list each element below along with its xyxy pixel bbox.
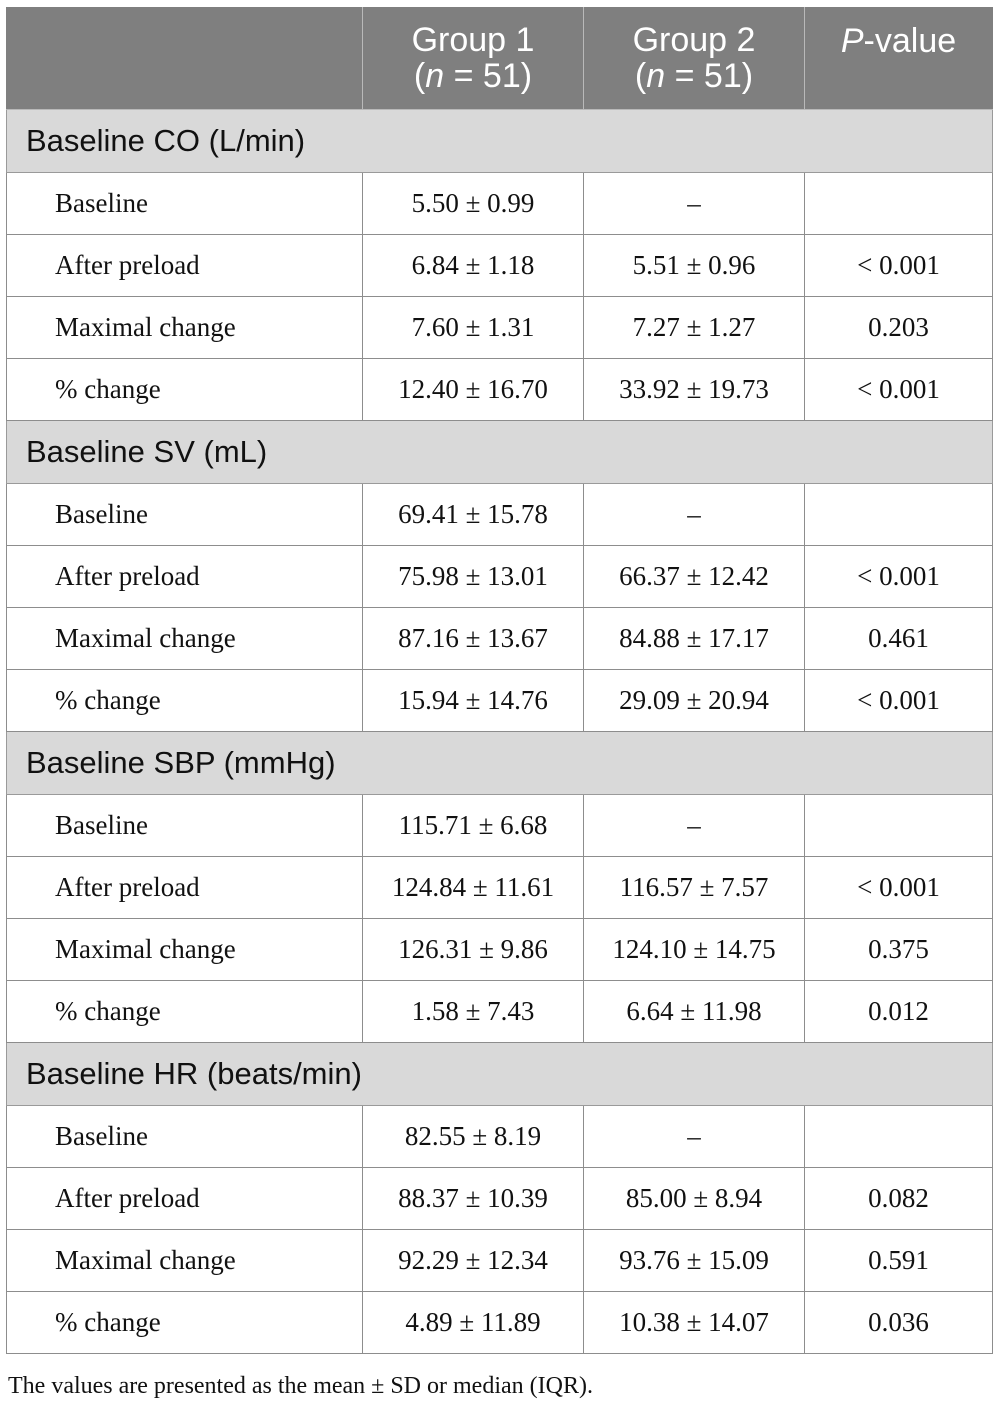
section-title: Baseline HR (beats/min) bbox=[7, 1043, 993, 1106]
section-title: Baseline CO (L/min) bbox=[7, 110, 993, 173]
p-value bbox=[805, 795, 993, 857]
group-1-value: 126.31 ± 9.86 bbox=[363, 919, 584, 981]
row-label: Baseline bbox=[7, 795, 363, 857]
table-row bbox=[7, 546, 993, 608]
p-value: 0.203 bbox=[805, 297, 993, 359]
header-group-2-n-value: = 51) bbox=[665, 57, 754, 95]
group-1-value: 6.84 ± 1.18 bbox=[363, 235, 584, 297]
header-group-1-title: Group 1 bbox=[411, 21, 535, 59]
p-value: < 0.001 bbox=[805, 546, 993, 608]
header-group-2-n bbox=[584, 58, 804, 94]
table-row bbox=[7, 981, 993, 1043]
header-p-value bbox=[805, 7, 993, 110]
header-empty-cell bbox=[7, 7, 363, 110]
header-group-1-n-value: = 51) bbox=[444, 57, 533, 95]
group-1-value: 115.71 ± 6.68 bbox=[363, 795, 584, 857]
group-2-value: 33.92 ± 19.73 bbox=[584, 359, 805, 421]
row-label: Maximal change bbox=[7, 919, 363, 981]
table-row bbox=[7, 670, 993, 732]
table-row bbox=[7, 1292, 993, 1354]
table-row bbox=[7, 919, 993, 981]
group-2-value: 5.51 ± 0.96 bbox=[584, 235, 805, 297]
group-2-value: 124.10 ± 14.75 bbox=[584, 919, 805, 981]
row-label: % change bbox=[7, 670, 363, 732]
group-1-value: 87.16 ± 13.67 bbox=[363, 608, 584, 670]
section-header-row bbox=[7, 110, 993, 173]
row-label: % change bbox=[7, 359, 363, 421]
group-1-value: 124.84 ± 11.61 bbox=[363, 857, 584, 919]
row-label: % change bbox=[7, 1292, 363, 1354]
section-header-row bbox=[7, 421, 993, 484]
group-1-value: 75.98 ± 13.01 bbox=[363, 546, 584, 608]
group-2-value: 84.88 ± 17.17 bbox=[584, 608, 805, 670]
header-p-suffix: -value bbox=[863, 22, 957, 60]
table-row bbox=[7, 297, 993, 359]
p-value: 0.461 bbox=[805, 608, 993, 670]
p-value: 0.036 bbox=[805, 1292, 993, 1354]
table-row bbox=[7, 857, 993, 919]
row-label: After preload bbox=[7, 546, 363, 608]
header-group-2 bbox=[584, 7, 805, 110]
row-label: After preload bbox=[7, 235, 363, 297]
group-1-value: 12.40 ± 16.70 bbox=[363, 359, 584, 421]
table-footnote: The values are presented as the mean ± SD or median (IQR). bbox=[8, 1373, 593, 1399]
group-2-value: 116.57 ± 7.57 bbox=[584, 857, 805, 919]
table-row bbox=[7, 608, 993, 670]
table-body bbox=[7, 110, 993, 1354]
table-row bbox=[7, 173, 993, 235]
section-title: Baseline SV (mL) bbox=[7, 421, 993, 484]
p-value: 0.012 bbox=[805, 981, 993, 1043]
header-p-symbol: P bbox=[840, 22, 864, 60]
group-2-value: – bbox=[584, 484, 805, 546]
group-1-value: 4.89 ± 11.89 bbox=[363, 1292, 584, 1354]
header-group-2-paren-open: ( bbox=[634, 57, 647, 95]
group-1-value: 7.60 ± 1.31 bbox=[363, 297, 584, 359]
section-header-row bbox=[7, 1043, 993, 1106]
header-group-2-title: Group 2 bbox=[632, 21, 756, 59]
header-group-1-n bbox=[363, 58, 583, 94]
p-value: 0.375 bbox=[805, 919, 993, 981]
group-2-value: – bbox=[584, 795, 805, 857]
group-2-value: – bbox=[584, 173, 805, 235]
p-value: 0.082 bbox=[805, 1168, 993, 1230]
table-row bbox=[7, 795, 993, 857]
group-1-value: 5.50 ± 0.99 bbox=[363, 173, 584, 235]
group-1-value: 1.58 ± 7.43 bbox=[363, 981, 584, 1043]
results-table bbox=[6, 7, 993, 1354]
table-row bbox=[7, 1106, 993, 1168]
table-row bbox=[7, 359, 993, 421]
row-label: Maximal change bbox=[7, 608, 363, 670]
group-1-value: 82.55 ± 8.19 bbox=[363, 1106, 584, 1168]
group-1-value: 92.29 ± 12.34 bbox=[363, 1230, 584, 1292]
row-label: Baseline bbox=[7, 1106, 363, 1168]
p-value: < 0.001 bbox=[805, 670, 993, 732]
row-label: Baseline bbox=[7, 173, 363, 235]
header-group-1 bbox=[363, 7, 584, 110]
group-2-value: 66.37 ± 12.42 bbox=[584, 546, 805, 608]
table-row bbox=[7, 1168, 993, 1230]
table-row bbox=[7, 235, 993, 297]
p-value bbox=[805, 484, 993, 546]
p-value bbox=[805, 1106, 993, 1168]
header-group-2-n-symbol: n bbox=[646, 57, 666, 95]
group-2-value: 10.38 ± 14.07 bbox=[584, 1292, 805, 1354]
results-table-container bbox=[6, 7, 992, 1354]
table-header bbox=[7, 7, 993, 110]
section-header-row bbox=[7, 732, 993, 795]
group-2-value: 85.00 ± 8.94 bbox=[584, 1168, 805, 1230]
group-1-value: 15.94 ± 14.76 bbox=[363, 670, 584, 732]
row-label: Maximal change bbox=[7, 1230, 363, 1292]
p-value: < 0.001 bbox=[805, 857, 993, 919]
header-row bbox=[7, 7, 993, 110]
row-label: % change bbox=[7, 981, 363, 1043]
group-1-value: 88.37 ± 10.39 bbox=[363, 1168, 584, 1230]
header-group-1-paren-open: ( bbox=[413, 57, 426, 95]
header-p-value-text bbox=[805, 23, 992, 93]
group-2-value: – bbox=[584, 1106, 805, 1168]
group-2-value: 93.76 ± 15.09 bbox=[584, 1230, 805, 1292]
table-row bbox=[7, 484, 993, 546]
p-value: < 0.001 bbox=[805, 359, 993, 421]
p-value: 0.591 bbox=[805, 1230, 993, 1292]
section-title: Baseline SBP (mmHg) bbox=[7, 732, 993, 795]
row-label: Baseline bbox=[7, 484, 363, 546]
row-label: After preload bbox=[7, 857, 363, 919]
group-2-value: 29.09 ± 20.94 bbox=[584, 670, 805, 732]
row-label: After preload bbox=[7, 1168, 363, 1230]
row-label: Maximal change bbox=[7, 297, 363, 359]
group-1-value: 69.41 ± 15.78 bbox=[363, 484, 584, 546]
group-2-value: 6.64 ± 11.98 bbox=[584, 981, 805, 1043]
group-2-value: 7.27 ± 1.27 bbox=[584, 297, 805, 359]
p-value bbox=[805, 173, 993, 235]
header-group-1-n-symbol: n bbox=[425, 57, 445, 95]
table-row bbox=[7, 1230, 993, 1292]
p-value: < 0.001 bbox=[805, 235, 993, 297]
